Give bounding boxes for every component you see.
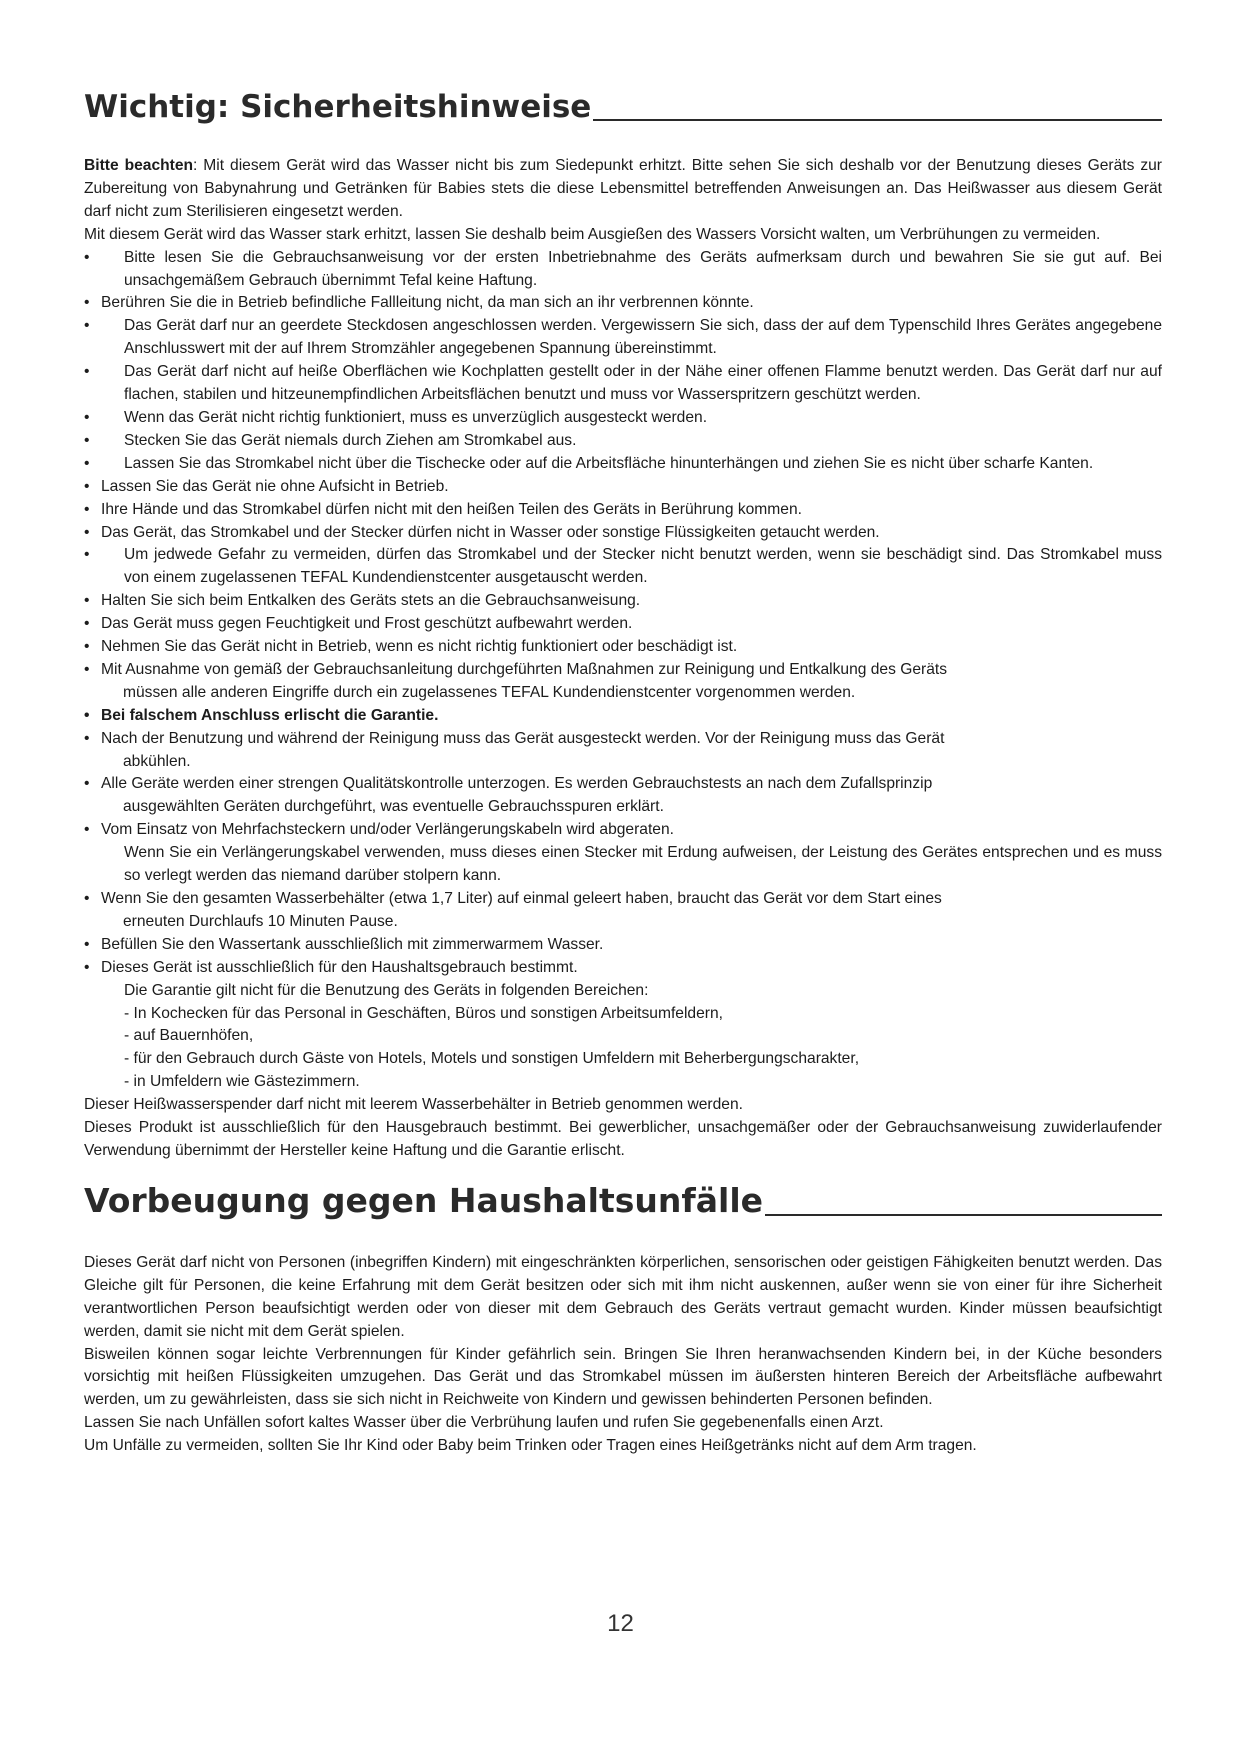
- warranty-exclusion-item: - für den Gebrauch durch Gäste von Hotels, Motels und sonstigen Umfeldern mit Beherbergungscharakter,: [124, 1050, 860, 1068]
- safety-list: [84, 247, 1162, 843]
- extension-cable-note: Wenn Sie ein Verlängerungskabel verwenden, muss dieses einen Stecker mit Erdung aufweisen, der Leistung des Gerätes entsprechen und es muss so verlegt werden das niemand darüber stolpern kann.: [124, 844, 1162, 885]
- body-paragraph: Dieses Gerät darf nicht von Personen (inbegriffen Kindern) mit eingeschränkten körperlichen, sensorischen oder geistigen Fähigkeiten benutzt werden. Das Gleiche gilt für Personen, die keine Erfahrung mit dem Gerät besitzen oder sich mit ihm nicht auskennen, außer wenn sie von einer für ihre Sicherheit verantwortlichen Person beaufsichtigt werden oder von dieser mit dem Gebrauch des Geräts vertraut gemacht wurden. Kinder müssen beaufsichtigt werden, damit sie nicht mit dem Gerät spielen.: [84, 1253, 1162, 1340]
- list-item: • Das Gerät darf nicht auf heiße Oberflächen wie Kochplatten gestellt oder in der Nähe einer offenen Flamme benutzt werden. Das Gerät darf nur auf flachen, stabilen und hitzeunempfindlichen Arbeitsflächen benutzt und muss vor Wasserspritzern geschützt werden.: [84, 361, 1162, 407]
- list-item: • Ihre Hände und das Stromkabel dürfen nicht mit den heißen Teilen des Geräts in Berührung kommen.: [84, 499, 1162, 522]
- warranty-exclusion-item: - in Umfeldern wie Gästezimmern.: [124, 1073, 360, 1091]
- body-paragraph: Lassen Sie nach Unfällen sofort kaltes Wasser über die Verbrühung laufen und rufen Sie gegebenenfalls einen Arzt.: [84, 1414, 884, 1432]
- list-item-line: Nach der Benutzung und während der Reinigung muss das Gerät ausgesteckt werden. Vor der Reinigung muss das Gerät: [101, 729, 945, 747]
- list-item: • Lassen Sie das Gerät nie ohne Aufsicht in Betrieb.: [84, 476, 1162, 499]
- list-item-continuation: ausgewählten Geräten durchgeführt, was eventuelle Gebrauchsspuren erklärt.: [123, 798, 664, 816]
- list-item-line: Alle Geräte werden einer strengen Qualitätskontrolle unterzogen. Es werden Gebrauchstests an nach dem Zufallsprinzip: [101, 775, 933, 793]
- list-item: [84, 773, 1162, 819]
- body-paragraph: Bisweilen können sogar leichte Verbrennungen für Kinder gefährlich sein. Bringen Sie Ihren heranwachsenden Kindern bei, in der Küche besonders vorsichtig mit heißen Flüssigkeiten umzugehen. Das Gerät und das Stromkabel müssen im äußersten hinteren Bereich der Arbeitsfläche aufbewahrt werden, um zu gewährleisten, dass sie sich nicht in Reichweite von Kindern und gewissen behinderten Personen befinden.: [84, 1345, 1162, 1409]
- intro-text: : Mit diesem Gerät wird das Wasser nicht bis zum Siedepunkt erhitzt. Bitte sehen Sie sich deshalb vor der Benutzung dieses Geräts zur Zubereitung von Babynahrung und Getränken für Babies stets die diese Lebensmittel betreffenden Anweisungen an. Das Heißwasser aus diesem Gerät darf nicht zum Sterilisieren eingesetzt werden.: [84, 157, 1162, 220]
- heading-rule: [593, 119, 1162, 121]
- list-item: • Stecken Sie das Gerät niemals durch Ziehen am Stromkabel aus.: [84, 430, 1162, 453]
- safety-list-2: [84, 888, 1162, 980]
- list-item-continuation: erneuten Durchlaufs 10 Minuten Pause.: [123, 912, 398, 930]
- list-item: • Halten Sie sich beim Entkalken des Geräts stets an die Gebrauchsanweisung.: [84, 590, 1162, 613]
- intro-paragraph-2: Mit diesem Gerät wird das Wasser stark erhitzt, lassen Sie deshalb beim Ausgießen des Wassers Vorsicht walten, um Verbrühungen zu vermeiden.: [84, 225, 1101, 243]
- section-heading-accidents: Vorbeugung gegen Haushaltsunfälle: [84, 1181, 1162, 1221]
- list-item: [84, 728, 1162, 774]
- list-item-warranty: • Bei falschem Anschluss erlischt die Garantie.: [84, 705, 1162, 728]
- list-item: • Dieses Gerät ist ausschließlich für den Haushaltsgebrauch bestimmt.: [84, 957, 1162, 980]
- list-item: • Vom Einsatz von Mehrfachsteckern und/oder Verlängerungskabeln wird abgeraten.: [84, 819, 1162, 842]
- list-item-line: Mit Ausnahme von gemäß der Gebrauchsanleitung durchgeführten Maßnahmen zur Reinigung und Entkalkung des Geräts: [101, 660, 948, 678]
- document-page: [84, 88, 1162, 1458]
- list-item: • Wenn das Gerät nicht richtig funktioniert, muss es unverzüglich ausgesteckt werden.: [84, 407, 1162, 430]
- body-paragraph: Um Unfälle zu vermeiden, sollten Sie Ihr Kind oder Baby beim Trinken oder Tragen eines Heißgetränks nicht auf dem Arm tragen.: [84, 1437, 977, 1455]
- closing-paragraph: Dieses Produkt ist ausschließlich für den Hausgebrauch bestimmt. Bei gewerblicher, unsachgemäßer oder der Gebrauchsanweisung zuwiderlaufender Verwendung übernimmt der Hersteller keine Haftung und die Garantie erlischt.: [84, 1119, 1162, 1159]
- list-item: • Berühren Sie die in Betrieb befindliche Fallleitung nicht, da man sich an ihr verbrennen könnte.: [84, 292, 1162, 315]
- list-item: • Bitte lesen Sie die Gebrauchsanweisung vor der ersten Inbetriebnahme des Geräts aufmerksam durch und bewahren Sie sie gut auf. Bei unsachgemäßem Gebrauch übernimmt Tefal keine Haftung.: [84, 247, 1162, 293]
- list-item: • Befüllen Sie den Wassertank ausschließlich mit zimmerwarmem Wasser.: [84, 934, 1162, 957]
- list-item-continuation: abkühlen.: [123, 752, 191, 770]
- intro-label: Bitte beachten: [84, 157, 194, 174]
- list-item: • Um jedwede Gefahr zu vermeiden, dürfen das Stromkabel und der Stecker nicht benutzt werden, wenn sie beschädigt sind. Das Stromkabel muss von einem zugelassenen TEFAL Kundendienstcenter ausgetauscht werden.: [84, 544, 1162, 590]
- warranty-exclusion-item: - In Kochecken für das Personal in Geschäften, Büros und sonstigen Arbeitsumfeldern,: [124, 1004, 723, 1022]
- list-item: • Das Gerät darf nur an geerdete Steckdosen angeschlossen werden. Vergewissern Sie sich, dass der auf dem Typenschild Ihres Gerätes angegebene Anschlusswert mit der auf Ihrem Stromzähler angegebenen Spannung übereinstimmt.: [84, 315, 1162, 361]
- list-item: • Das Gerät muss gegen Feuchtigkeit und Frost geschützt aufbewahrt werden.: [84, 613, 1162, 636]
- closing-paragraph: Dieser Heißwasserspender darf nicht mit leerem Wasserbehälter in Betrieb genommen werden.: [84, 1096, 743, 1114]
- list-item-line: Wenn Sie den gesamten Wasserbehälter (etwa 1,7 Liter) auf einmal geleert haben, braucht das Gerät vor dem Start eines: [101, 890, 942, 907]
- warranty-exclusion-item: - auf Bauernhöfen,: [124, 1027, 254, 1045]
- list-item: • Lassen Sie das Stromkabel nicht über die Tischecke oder auf die Arbeitsfläche hinunterhängen und ziehen Sie es nicht über scharfe Kanten.: [84, 453, 1162, 476]
- list-item: • Das Gerät, das Stromkabel und der Stecker dürfen nicht in Wasser oder sonstige Flüssigkeiten getaucht werden.: [84, 522, 1162, 545]
- heading-rule: [765, 1214, 1162, 1216]
- safety-section: [84, 155, 1162, 1163]
- warranty-intro: Die Garantie gilt nicht für die Benutzung des Geräts in folgenden Bereichen:: [124, 981, 649, 999]
- page-number: 12: [607, 1610, 634, 1637]
- list-item: • Nehmen Sie das Gerät nicht in Betrieb, wenn es nicht richtig funktioniert oder beschädigt ist.: [84, 636, 1162, 659]
- intro-paragraph: [84, 155, 1162, 224]
- section-heading-safety: Wichtig: Sicherheitshinweise: [84, 88, 1162, 126]
- list-item: [84, 659, 1162, 705]
- list-item-continuation: müssen alle anderen Eingriffe durch ein zugelassenes TEFAL Kundendienstcenter vorgenommen werden.: [123, 683, 856, 701]
- accident-prevention-section: [84, 1252, 1162, 1458]
- list-item: [84, 888, 1162, 934]
